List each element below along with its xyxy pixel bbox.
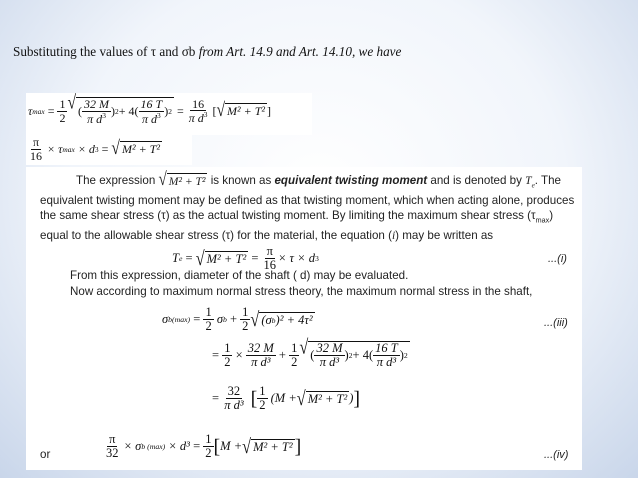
intro-prefix: Substituting the values of — [13, 44, 151, 59]
eq7-root: √ M² + T² — [242, 435, 293, 458]
eq7-coef: $\frac{\pi}{32}$ — [106, 432, 119, 461]
para-s1c: and is denoted by — [427, 174, 526, 188]
para-ref: i — [391, 228, 396, 242]
eq4-half-1: $\frac{1}{2}$ — [205, 305, 212, 334]
now-line: Now according to maximum normal stress theory, the maximum normal stress in the shaft, — [70, 285, 533, 298]
para-s1b: is known as — [207, 174, 275, 188]
equation-4: σ b(max) = $\frac{1}{2}$ σ b + $\frac{1}{2}$ √ (σ b )² + 4τ² — [162, 305, 313, 334]
eq2-times-d: × d — [77, 141, 95, 156]
equation-1: τ max = $\frac{1}{2}$ √ ( $\frac{32 M}{\pi d^3}$ ) 2 + 4 ( $\frac{16 T}{\pi d^3}$ ) 2 = $\frac{16}{\pi d^3}$ [ √ M² + T² ] — [28, 92, 271, 126]
or-label: or — [40, 448, 51, 461]
definition-paragraph: The expression √ M² + T² is known as equivalent twisting moment and is denoted by $T_e$. The equivalent twisting moment may be defined as that twisting moment, which when acting alone, produces the same shear stress (τ) as the actual twisting moment. By limiting the maximum shear stress $(\tau_{max})$ equal to the allowable shear stress (τ) for the material, the equation (i) may be written as — [40, 169, 575, 242]
eval-line: From this expression, diameter of the shaft ( d) may be evaluated. — [70, 269, 409, 282]
eq2-mid: × τ — [47, 141, 63, 156]
eq3-frac: $\frac{\pi}{16}$ — [263, 244, 276, 273]
para-s1e: ) equal to the allowable shear stress (τ) for the material, the equation ( — [40, 209, 554, 242]
eq1-half: $\frac{1}{2}$ — [59, 97, 66, 125]
main-content-panel — [26, 167, 582, 470]
equation-2-panel — [26, 135, 192, 165]
eq6-half: $\frac{1}{2}$ — [259, 384, 266, 413]
para-bold-term: equivalent twisting moment — [274, 174, 428, 188]
para-s1a: The expression — [76, 174, 159, 188]
equation-3: T e = √ M² + T² = $\frac{\pi}{16}$ × τ × d 3 — [172, 244, 319, 273]
eq1-lhs: τ — [28, 103, 33, 118]
para-s1d: . The equivalent twisting moment may be defined as that twisting moment, which when acting alone, produces the same shear stress (τ) as the actual twisting moment. By limiting the maximum shear stress (τ — [40, 174, 575, 223]
intro-sigma: σb — [181, 44, 196, 59]
para-s1f: ) may be written as — [395, 228, 494, 242]
eq4-half-2: $\frac{1}{2}$ — [242, 305, 249, 334]
eq4-lhs: σ — [162, 312, 169, 327]
eq6-root: √ M² + T² — [296, 387, 348, 410]
eq5-half-2: $\frac{1}{2}$ — [291, 340, 298, 369]
eq6-frac: $\frac{32}{\text{π d³}}$ — [224, 384, 244, 413]
eq2-coef: $\frac{\pi}{16}$ — [30, 135, 42, 163]
intro-and: and — [156, 44, 182, 59]
equation-2: $\frac{\pi}{16}$ × τ max × d 3 = √ M² + T² — [30, 135, 160, 163]
eq1-frac-2: $\frac{16 T}{\pi d^3}$ — [140, 97, 163, 126]
equation-5: = $\frac{1}{2}$ × $\frac{32 M}{\text{π d³}}$ + $\frac{1}{2}$ √ ( $\frac{32 M}{\text{π d³}}$ ) 2 + 4 ( $\frac{16 T}{\text{π d³}}$ ) 2 — [212, 336, 408, 370]
eq4-tag: ...(iii) — [544, 317, 568, 329]
intro-tau: τ — [150, 44, 157, 59]
eq3-root: √ M² + T² — [195, 247, 247, 270]
eq1-root: √ ( $\frac{32 M}{\pi d^3}$ ) 2 + 4 ( $\frac{16 T}{\pi d^3}$ ) 2 — [67, 92, 172, 126]
eq5-half-1: $\frac{1}{2}$ — [224, 340, 231, 369]
eq5-root: √ ( $\frac{32 M}{\text{π d³}}$ ) 2 + 4 ( $\frac{16 T}{\text{π d³}}$ ) 2 — [299, 336, 408, 370]
equation-1-panel — [26, 93, 312, 135]
equation-7: $\frac{\pi}{32}$ × σ b (max) × d³ = $\frac{1}{2}$ [ M + √ M² + T² ] — [106, 432, 302, 461]
eq4-root: √ (σ b )² + 4τ² — [250, 308, 313, 331]
eq7-tag: ...(iv) — [544, 449, 569, 461]
para-root: √ M² + T² — [158, 169, 206, 190]
eq1-rhs-frac: $\frac{16}{\pi d^3}$ — [188, 96, 208, 126]
intro-italic: from Art. 14.9 and Art. 14.10, we have — [195, 44, 402, 59]
eq1-rhs-root: √ M² + T² — [216, 99, 265, 122]
intro-line — [13, 44, 401, 60]
eq2-root: √ M² + T² — [111, 137, 160, 160]
eq3-rest: × τ × d — [278, 251, 315, 266]
eq5-frac-1: $\frac{32 M}{\text{π d³}}$ — [247, 340, 274, 369]
eq1-lhs-sub: max — [32, 106, 45, 116]
eq7-half: $\frac{1}{2}$ — [205, 432, 212, 461]
eq1-frac-1: $\frac{32 M}{\pi d^3}$ — [84, 97, 110, 126]
eq3-tag: ...(i) — [548, 253, 567, 265]
eq3-lhs: T — [172, 251, 179, 266]
equation-6: = $\frac{32}{\text{π d³}}$ [ $\frac{1}{2}$ (M + √ M² + T² ) ] — [212, 384, 361, 413]
para-te: T — [525, 174, 532, 188]
